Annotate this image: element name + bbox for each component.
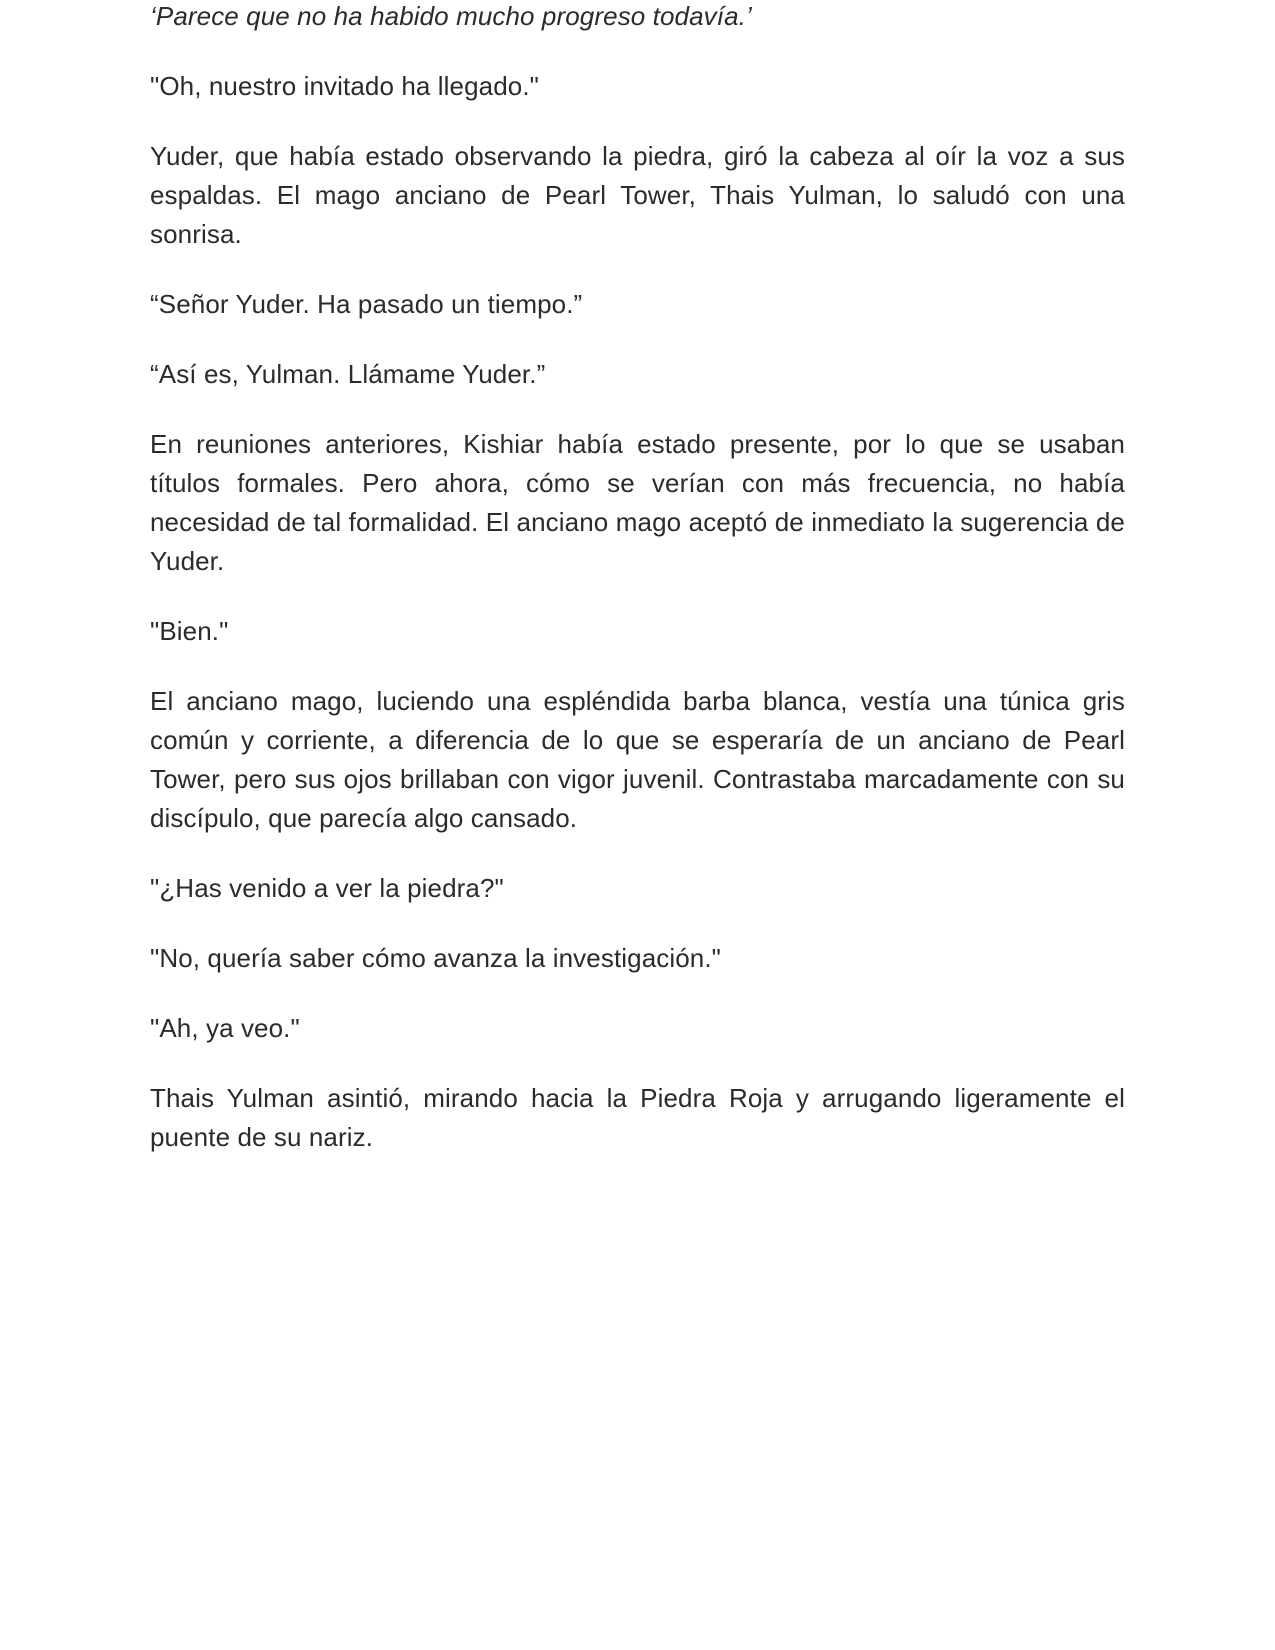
paragraph-dialogue: “Señor Yuder. Ha pasado un tiempo.” xyxy=(150,289,583,319)
paragraph-italic-thought: ‘Parece que no ha habido mucho progreso todavía.’ xyxy=(150,1,752,31)
paragraph-dialogue: "¿Has venido a ver la piedra?" xyxy=(150,873,504,903)
paragraph-narration: En reuniones anteriores, Kishiar había estado presente, por lo que se usaban títulos formales. Pero ahora, cómo se verían con más frecuencia, no había necesidad de tal formalidad. El anciano mago aceptó de inmediato la sugerencia de Yuder. xyxy=(150,429,1125,576)
paragraph-narration: Yuder, que había estado observando la piedra, giró la cabeza al oír la voz a sus espaldas. El mago anciano de Pearl Tower, Thais Yulman, lo saludó con una sonrisa. xyxy=(150,141,1125,249)
paragraph-narration: Thais Yulman asintió, mirando hacia la Piedra Roja y arrugando ligeramente el puente de su nariz. xyxy=(150,1083,1125,1152)
paragraph-dialogue: "Ah, ya veo." xyxy=(150,1013,300,1043)
document-page xyxy=(150,0,1125,1188)
paragraph-dialogue: "Bien." xyxy=(150,616,229,646)
paragraph-dialogue: "No, quería saber cómo avanza la investigación." xyxy=(150,943,722,973)
paragraph-dialogue: "Oh, nuestro invitado ha llegado." xyxy=(150,71,539,101)
paragraph-narration: El anciano mago, luciendo una espléndida barba blanca, vestía una túnica gris común y corriente, a diferencia de lo que se esperaría de un anciano de Pearl Tower, pero sus ojos brillaban con vigor juvenil. Contrastaba marcadamente con su discípulo, que parecía algo cansado. xyxy=(150,686,1125,833)
paragraph-dialogue: “Así es, Yulman. Llámame Yuder.” xyxy=(150,359,546,389)
